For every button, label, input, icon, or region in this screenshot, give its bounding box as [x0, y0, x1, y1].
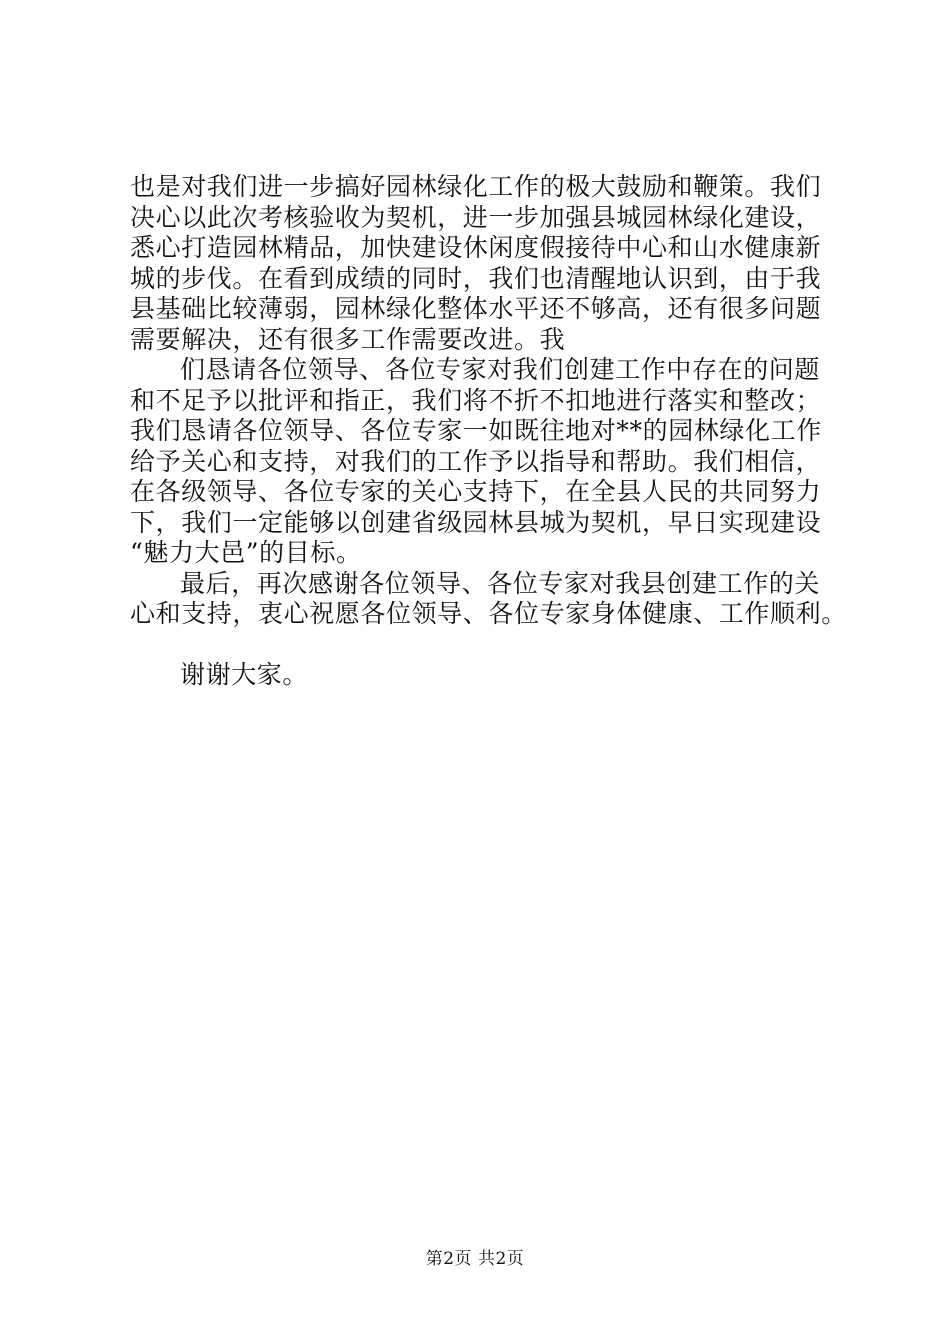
paragraph-start-line: 最后，再次感谢各位领导、各位专家对我县创建工作的关 [180, 568, 821, 598]
text-line: 悉心打造园林精品，加快建设休闲度假接待中心和山水健康新 [130, 233, 822, 262]
text-line: 城的步伐。在看到成绩的同时，我们也清醒地认识到，由于我 [130, 263, 822, 293]
text-line: 给予关心和支持，对我们的工作予以指导和帮助。我们相信， [130, 446, 822, 476]
paragraph-start-line: 们恳请各位领导、各位专家对我们创建工作中存在的问题 [180, 355, 821, 384]
text-line: 县基础比较薄弱，园林绿化整体水平还不够高，还有很多问题 [130, 294, 822, 323]
text-line: 在各级领导、各位专家的关心支持下，在全县人民的共同努力 [130, 477, 822, 506]
text-line: 需要解决，还有很多工作需要改进。我 [130, 324, 566, 354]
paragraph-gap [130, 630, 860, 661]
text-line: 决心以此次考核验收为契机，进一步加强县城园林绿化建设， [130, 202, 822, 232]
closing-line: 谢谢大家。 [180, 660, 309, 689]
text-line: 和不足予以批评和指正，我们将不折不扣地进行落实和整改； [130, 385, 822, 415]
text-line: 下，我们一定能够以创建省级园林县城为契机，早日实现建设 [130, 507, 822, 537]
text-line: 心和支持，衷心祝愿各位领导、各位专家身体健康、工作顺利。 [130, 599, 847, 628]
page-footer: 第2页 共2页 [425, 1249, 525, 1269]
text-line: “魅力大邑”的目标。 [130, 538, 362, 567]
document-body [130, 172, 860, 691]
text-line: 我们恳请各位领导、各位专家一如既往地对**的园林绿化工作 [130, 416, 822, 445]
text-line: 也是对我们进一步搞好园林绿化工作的极大鼓励和鞭策。我们 [130, 172, 822, 201]
